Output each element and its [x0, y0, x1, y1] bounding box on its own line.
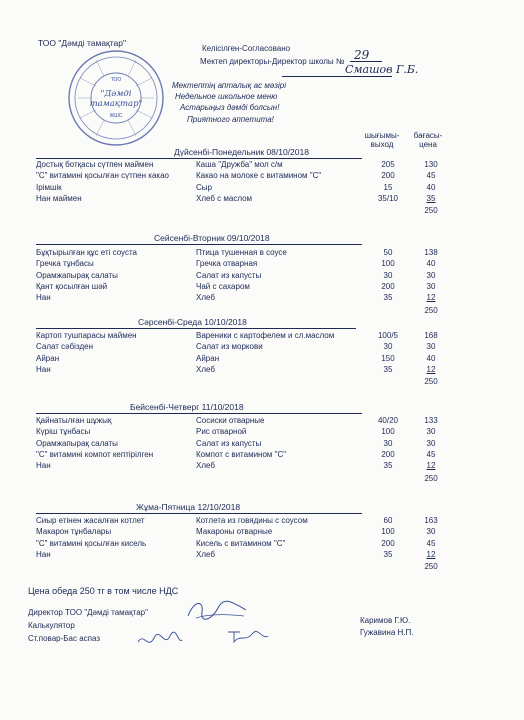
school-number: 29: [354, 48, 370, 62]
dish-yield: 200: [381, 449, 395, 459]
yield-header-line1: шығымы-: [364, 131, 400, 140]
dish-name-ru: Сыр: [196, 182, 212, 192]
dish-name-kz: Сиыр етінен жасалған котлет: [36, 516, 145, 525]
dish-price: 40: [426, 259, 436, 269]
cook-label: Ст.повар-Бас аспаз: [28, 634, 101, 643]
dish-price: 138: [424, 248, 438, 257]
day-rule: [36, 158, 362, 159]
dish-name-kz: Макарон тұнбалары: [36, 527, 112, 537]
dish-name-ru: Сосиски отварные: [196, 416, 265, 425]
dish-name-kz: Айран: [36, 353, 60, 363]
dish-price: 45: [426, 538, 436, 548]
dish-name-kz: Қант қосылған шәй: [36, 281, 108, 291]
director-signature: [182, 596, 252, 626]
stamp-top-text: ТОО: [110, 77, 122, 83]
day-rule: [36, 413, 362, 414]
dish-price: 168: [424, 331, 438, 340]
dish-name-kz: Достық ботқасы сүтпен маймен: [36, 160, 154, 169]
stamp-bottom-text: ЖШС: [109, 113, 123, 119]
dish-name-ru: Кисель с витамином "С": [196, 538, 286, 548]
dish-yield: 100: [381, 259, 395, 269]
dish-name-ru: Котлета из говядины с соусом: [196, 516, 308, 525]
dish-yield: 50: [383, 248, 393, 257]
day-rule: [36, 513, 362, 514]
day-title: Дүйсенбі-Понедельник 08/10/2018: [174, 147, 309, 157]
dish-name-ru: Макароны отварные: [196, 527, 273, 537]
dish-price: 12: [426, 461, 436, 471]
dish-price: 45: [426, 171, 436, 181]
stamp-center-line2: тамақтар": [89, 99, 143, 109]
day-rule: [36, 328, 356, 329]
dish-yield: 200: [381, 538, 395, 548]
dish-name-kz: Гречка тұнбасы: [36, 259, 94, 269]
dish-name-ru: Хлеб: [196, 461, 215, 471]
day-title: Бейсенбі-Четверг 11/10/2018: [130, 402, 244, 412]
dish-yield: 150: [381, 353, 395, 363]
dish-yield: 30: [383, 270, 393, 280]
dish-yield: 205: [381, 160, 395, 169]
dish-price: 30: [426, 342, 436, 352]
dish-price: 40: [426, 353, 436, 363]
dish-name-kz: Салат сәбізден: [36, 342, 93, 352]
dish-name-kz: Нан: [36, 461, 51, 471]
dish-price: 30: [426, 438, 436, 448]
dish-price: 45: [426, 449, 436, 459]
stamp-center-line1: "Дәмді: [100, 89, 132, 99]
approval-label: Келісілген-Согласовано: [202, 44, 291, 53]
calculator-signature: [134, 630, 184, 652]
dish-name-ru: Рис отварной: [196, 427, 247, 437]
cook-signature: [224, 626, 270, 646]
dish-price: 35: [426, 193, 436, 203]
dish-price: 163: [424, 516, 438, 525]
dish-name-ru: Вареники с картофелем и сл.маслом: [196, 331, 335, 340]
calculator-label: Калькулятор: [28, 621, 75, 630]
dish-name-ru: Компот с витамином "С": [196, 449, 287, 459]
director-label: Директор ТОО "Дәмді тамақтар": [28, 608, 148, 617]
price-header: [408, 131, 448, 149]
day-title: Сейсенбі-Вторник 09/10/2018: [154, 233, 270, 243]
director-line: Мектеп директоры-Директор школы №: [200, 57, 345, 66]
dish-yield: 40/20: [377, 416, 399, 425]
dish-name-ru: Чай с сахаром: [196, 281, 250, 291]
dish-yield: 100: [381, 427, 395, 437]
dish-name-kz: Нан: [36, 364, 51, 374]
dish-name-ru: Салат из капусты: [196, 438, 262, 448]
dish-name-ru: Салат из моркови: [196, 342, 263, 352]
dish-name-ru: Гречка отварная: [196, 259, 258, 269]
day-total: 250: [424, 206, 438, 216]
day-total: 250: [424, 562, 438, 572]
dish-name-kz: Картоп тушпарасы маймен: [36, 331, 137, 340]
dish-name-kz: Нан: [36, 549, 51, 559]
director-signature-line: [282, 76, 392, 77]
dish-price: 30: [426, 270, 436, 280]
slogan-line-1: Мектептің апталық ас мәзірі: [172, 81, 286, 90]
dish-name-kz: Орамжапырақ салаты: [36, 438, 118, 448]
dish-name-kz: Бұқтырылған құс еті соуста: [36, 248, 137, 257]
yield-header: [362, 131, 402, 149]
day-title: Сәрсенбі-Среда 10/10/2018: [138, 317, 247, 327]
dish-name-kz: Қайнатылған шұжық: [36, 416, 112, 425]
day-total: 250: [424, 377, 438, 387]
signer-name-1: Каримов Г.Ю.: [360, 616, 411, 625]
dish-price: 40: [426, 182, 436, 192]
dish-name-kz: Күріш тұнбасы: [36, 427, 91, 437]
dish-yield: 15: [383, 182, 393, 192]
dish-yield: 35: [383, 364, 393, 374]
dish-yield: 100: [381, 527, 395, 537]
slogan-line-2: Недельное школьное меню: [175, 92, 278, 101]
dish-name-kz: Нан: [36, 293, 51, 303]
dish-name-ru: Какао на молоке с витамином "С": [196, 171, 322, 181]
dish-name-ru: Салат из капусты: [196, 270, 262, 280]
school-number-underline: [350, 61, 382, 62]
dish-yield: 35: [383, 293, 393, 303]
dish-yield: 100/5: [377, 331, 399, 340]
dish-price: 130: [424, 160, 438, 169]
dish-price: 30: [426, 281, 436, 291]
dish-yield: 200: [381, 281, 395, 291]
dish-price: 30: [426, 427, 436, 437]
dish-name-ru: Айран: [196, 353, 220, 363]
dish-name-kz: Нан маймен: [36, 193, 82, 203]
dish-yield: 200: [381, 171, 395, 181]
price-header-line1: бағасы-: [413, 131, 443, 140]
dish-price: 30: [426, 527, 436, 537]
signer-name-2: Гужавина Н.П.: [360, 628, 414, 637]
lunch-price-note: Цена обеда 250 тг в том числе НДС: [28, 586, 179, 596]
dish-price: 12: [426, 549, 436, 559]
dish-yield: 30: [383, 438, 393, 448]
dish-yield: 35: [383, 461, 393, 471]
dish-name-ru: Хлеб: [196, 293, 215, 303]
org-name: ТОО "Дәмді тамақтар": [38, 38, 127, 48]
director-name-handwritten: Смашов Г.Б.: [345, 63, 419, 76]
dish-yield: 35/10: [377, 193, 399, 203]
dish-price: 12: [426, 293, 436, 303]
dish-name-kz: "С" витамині қосылған кисель: [36, 538, 147, 548]
day-title: Жұма-Пятница 12/10/2018: [136, 502, 241, 512]
day-total: 250: [424, 473, 438, 483]
dish-yield: 60: [383, 516, 393, 525]
dish-price: 133: [424, 416, 438, 425]
day-total: 250: [424, 305, 438, 315]
company-stamp: [66, 48, 166, 148]
dish-price: 12: [426, 364, 436, 374]
yield-header-line2: выход: [370, 140, 394, 149]
dish-name-kz: "С" витамині қосылған сүтпен какао: [36, 171, 169, 181]
dish-name-ru: Каша "Дружба" мол с/м: [196, 160, 283, 169]
dish-name-ru: Хлеб: [196, 549, 215, 559]
dish-name-kz: "С" витамині компот кептірілген: [36, 449, 154, 459]
slogan-line-4: Приятного аппетита!: [187, 115, 274, 124]
dish-name-ru: Хлеб с маслом: [196, 193, 253, 203]
dish-name-ru: Хлеб: [196, 364, 215, 374]
dish-name-kz: Ірімшік: [36, 182, 62, 192]
dish-yield: 35: [383, 549, 393, 559]
dish-name-ru: Птица тушенная в соусе: [196, 248, 287, 257]
dish-yield: 30: [383, 342, 393, 352]
dish-name-kz: Орамжапырақ салаты: [36, 270, 118, 280]
slogan-line-3: Астарыңыз дәмді болсын!: [180, 103, 280, 112]
day-rule: [36, 244, 362, 245]
price-header-line2: цена: [419, 140, 437, 149]
